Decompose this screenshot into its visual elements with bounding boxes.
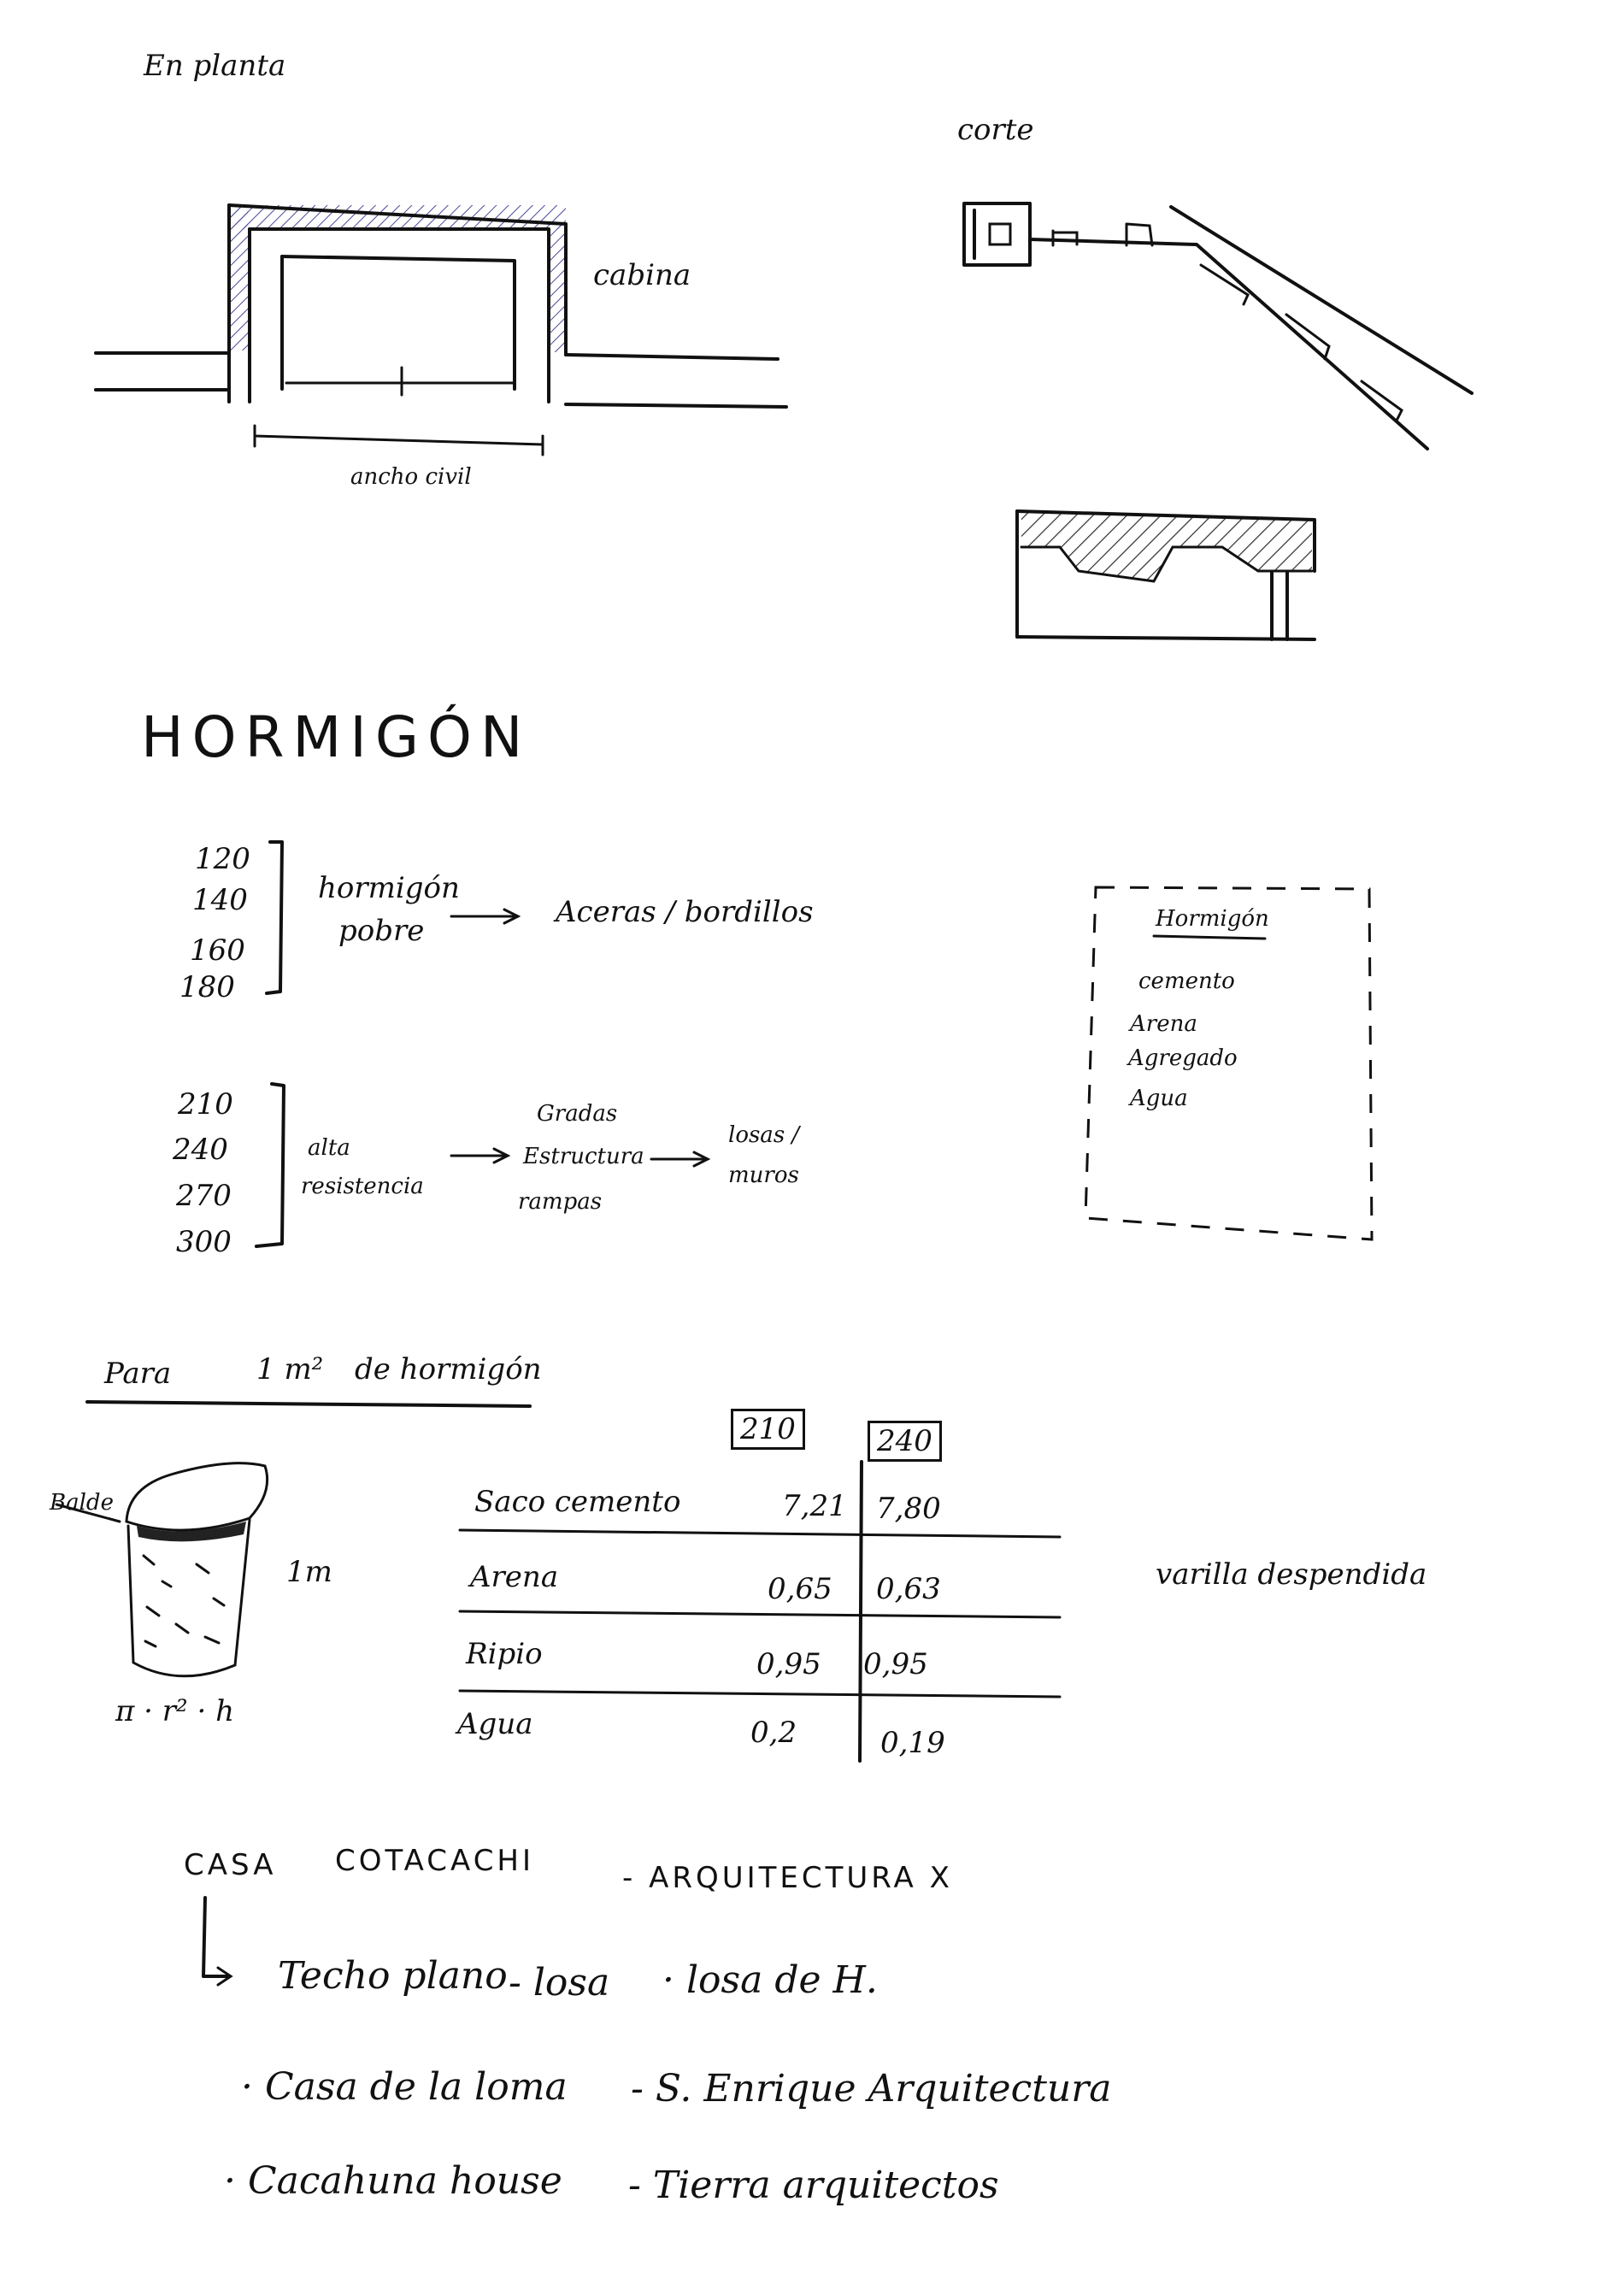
box-title-underline [1154,936,1265,939]
high-use-2: muros [728,1163,799,1188]
arrow-low [451,910,518,923]
arrow-high-1 [451,1149,508,1163]
mix-row-1-material: Saco cemento [474,1485,681,1519]
notes-line1-b: - losa [509,1961,610,2005]
high-mid-item-3: rampas [518,1189,603,1215]
mix-col-header-2: 240 [868,1421,942,1462]
plan-title: En planta [144,49,286,83]
low-value-2: 140 [192,883,248,917]
plan-label-cabina: cabina [593,258,691,292]
high-label-2: resistencia [301,1174,424,1199]
high-label-1: alta [308,1135,350,1161]
mix-row-4-v2: 0,19 [880,1726,945,1760]
mix-row-3-v1: 0,95 [756,1647,821,1681]
low-value-1: 120 [195,842,250,876]
section-title: corte [957,113,1034,147]
notes-line3-a: · Cacahuna house [224,2159,562,2203]
mix-heading-underline [87,1402,530,1406]
high-mid-item-2: Estructura [523,1144,644,1169]
low-value-4: 180 [179,970,235,1004]
mix-row-2-material: Arena [470,1560,559,1594]
notes-heading-b: COTACACHI [335,1844,535,1878]
mix-row-2-v1: 0,65 [768,1572,832,1606]
mix-row-4-v1: 0,2 [750,1716,797,1750]
mix-row-1-v1: 7,21 [782,1489,847,1523]
low-use: Aceras / bordillos [556,895,814,929]
high-value-3: 270 [176,1179,232,1213]
notes-line2-a: · Casa de la loma [241,2065,568,2109]
arrow-high-2 [651,1152,708,1166]
box-item-4: Agua [1130,1086,1188,1111]
hormigon-title: HORMIGÓN [141,704,532,770]
low-label-1: hormigón [318,871,460,905]
bucket-formula: π · r² · h [115,1694,234,1728]
mix-heading-pre: Para [104,1357,172,1391]
notes-hook-arrow [203,1898,229,1976]
slab-sketch [1017,511,1315,639]
mix-row-4-material: Agua [457,1707,533,1741]
high-value-4: 300 [176,1225,232,1259]
section-sketch [964,203,1472,449]
notes-heading-a: CASA [184,1848,277,1882]
plan-label-width: ancho civil [350,464,472,490]
mix-row-2-v2: 0,63 [876,1572,941,1606]
notes-line1-c: · losa de H. [662,1958,878,2002]
mix-col-header-1: 210 [731,1409,805,1450]
box-title: Hormigón [1156,906,1269,932]
high-value-2: 240 [173,1133,228,1167]
bucket-height: 1m [286,1555,332,1589]
plan-sketch [96,205,786,455]
high-mid-item-1: Gradas [537,1101,618,1127]
mix-row-3-material: Ripio [466,1637,543,1671]
notes-line1-a: Techo plano [278,1954,508,1998]
mix-heading-post: de hormigón [355,1352,542,1386]
mix-row-1-v2: 7,80 [876,1492,941,1526]
mix-heading-qty: 1 m² [256,1352,324,1386]
box-item-1: cemento [1138,968,1235,994]
notes-line3-b: - Tierra arquitectos [628,2164,999,2207]
mix-row-3-v2: 0,95 [863,1647,928,1681]
bucket-label: Balde [50,1490,114,1516]
bracket-low [267,842,282,993]
high-use-1: losas / [728,1122,800,1148]
high-value-1: 210 [178,1087,233,1122]
mix-side-note: varilla despendida [1156,1557,1427,1592]
notes-heading-c: - ARQUITECTURA X [622,1861,953,1895]
bracket-high [256,1084,284,1246]
notes-line2-b: - S. Enrique Arquitectura [631,2067,1112,2111]
box-item-2: Arena [1130,1011,1197,1037]
low-value-3: 160 [190,933,245,968]
box-item-3: Agregado [1128,1045,1238,1071]
low-label-2: pobre [338,914,425,948]
